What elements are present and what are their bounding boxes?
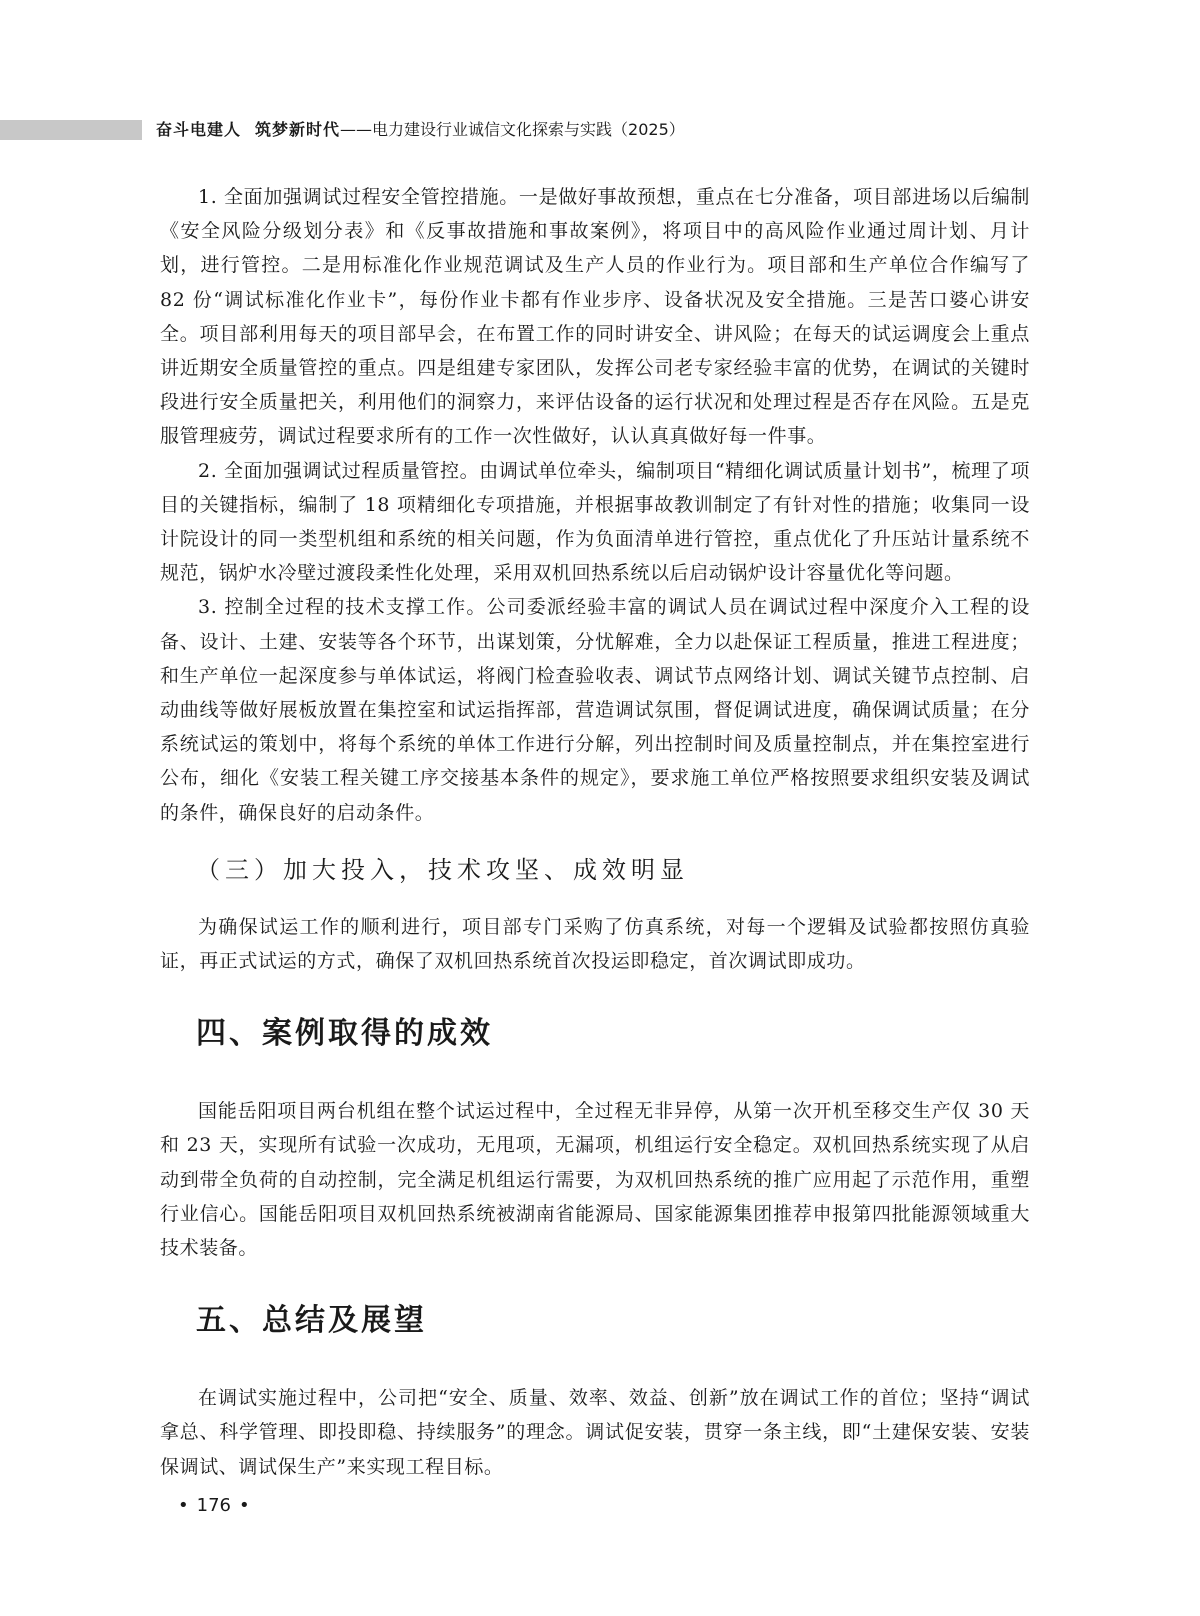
paragraph-simulation-system: 为确保试运工作的顺利进行，项目部专门采购了仿真系统，对每一个逻辑及试验都按照仿真验证，再正式试运的方式，确保了双机回热系统首次投运即稳定，首次调试即成功。: [160, 915, 1030, 973]
header-decor-bar: [0, 120, 142, 140]
running-header-title-2: 筑梦新时代: [255, 120, 341, 139]
page-number: [170, 1494, 258, 1518]
paragraph-safety-control: 1. 全面加强调试过程安全管控措施。一是做好事故预想，重点在七分准备，项目部进场以后编制《安全风险分级划分表》和《反事故措施和事故案例》，将项目中的高风险作业通过周计划、月计划，进行管控。二是用标准化作业规范调试及生产人员的作业行为。项目部和生产单位合作编写了 82 份“调试标准化作业卡”，每份作业卡都有作业步序、设备状况及安全措施。三是苦口婆心讲安全。项目部利用每天的项目部早会，在布置工作的同时讲安全、讲风险；在每天的试运调度会上重点讲近期安全质量管控的重点。四是组建专家团队，发挥公司老专家经验丰富的优势，在调试的关键时段进行安全质量把关，利用他们的洞察力，来评估设备的运行状况和处理过程是否存在风险。五是克服管理疲劳，调试过程要求所有的工作一次性做好，认认真真做好每一件事。: [160, 186, 1030, 448]
paragraph-results: 国能岳阳项目两台机组在整个试运过程中，全过程无非异停，从第一次开机至移交生产仅 30 天和 23 天，实现所有试验一次成功，无甩项，无漏项，机组运行安全稳定。双机回热系统实现了从启动到带全负荷的自动控制，完全满足机组运行需要，为双机回热系统的推广应用起了示范作用，重塑行业信心。国能岳阳项目双机回热系统被湖南省能源局、国家能源集团推荐申报第四批能源领域重大技术装备。: [160, 1100, 1030, 1260]
paragraph-quality-control: 2. 全面加强调试过程质量管控。由调试单位牵头，编制项目“精细化调试质量计划书”，梳理了项目的关键指标，编制了 18 项精细化专项措施，并根据事故教训制定了有针对性的措施；收集同一设计院设计的同一类型机组和系统的相关问题，作为负面清单进行管控，重点优化了升压站计量系统不规范，锅炉水冷壁过渡段柔性化处理，采用双机回热系统以后启动锅炉设计容量优化等问题。: [160, 459, 1030, 585]
paragraph-technical-support: 3. 控制全过程的技术支撑工作。公司委派经验丰富的调试人员在调试过程中深度介入工程的设备、设计、土建、安装等各个环节，出谋划策，分忧解难，全力以赴保证工程质量，推进工程进度；和生产单位一起深度参与单体试运，将阀门检查验收表、调试节点网络计划、调试关键节点控制、启动曲线等做好展板放置在集控室和试运指挥部，营造调试氛围，督促调试进度，确保调试质量；在分系统试运的策划中，将每个系统的单体工作进行分解，列出控制时间及质量控制点，并在集控室进行公布，细化《安装工程关键工序交接基本条件的规定》，要求施工单位严格按照要求组织安装及调试的条件，确保良好的启动条件。: [160, 596, 1030, 824]
paragraph-summary: 在调试实施过程中，公司把“安全、质量、效率、效益、创新”放在调试工作的首位；坚持“调试拿总、科学管理、即投即稳、持续服务”的理念。调试促安装，贯穿一条主线，即“土建保安装、安装保调试、调试保生产”来实现工程目标。: [160, 1387, 1030, 1478]
running-header-title-1: 奋斗电建人: [156, 120, 242, 139]
page-number-dot-right: •: [238, 1495, 250, 1516]
page-number-value: 176: [196, 1495, 231, 1516]
subheading-investment: （三）加大投入，技术攻坚、成效明显: [196, 855, 689, 884]
running-header-subtitle: ——电力建设行业诚信文化探索与实践（2025）: [340, 120, 685, 139]
running-header: [156, 118, 685, 142]
section-heading-results: 四、案例取得的成效: [196, 1016, 493, 1052]
page-body: [160, 180, 1030, 1484]
page-number-dot-left: •: [178, 1495, 189, 1516]
section-heading-summary: 五、总结及展望: [196, 1303, 427, 1339]
